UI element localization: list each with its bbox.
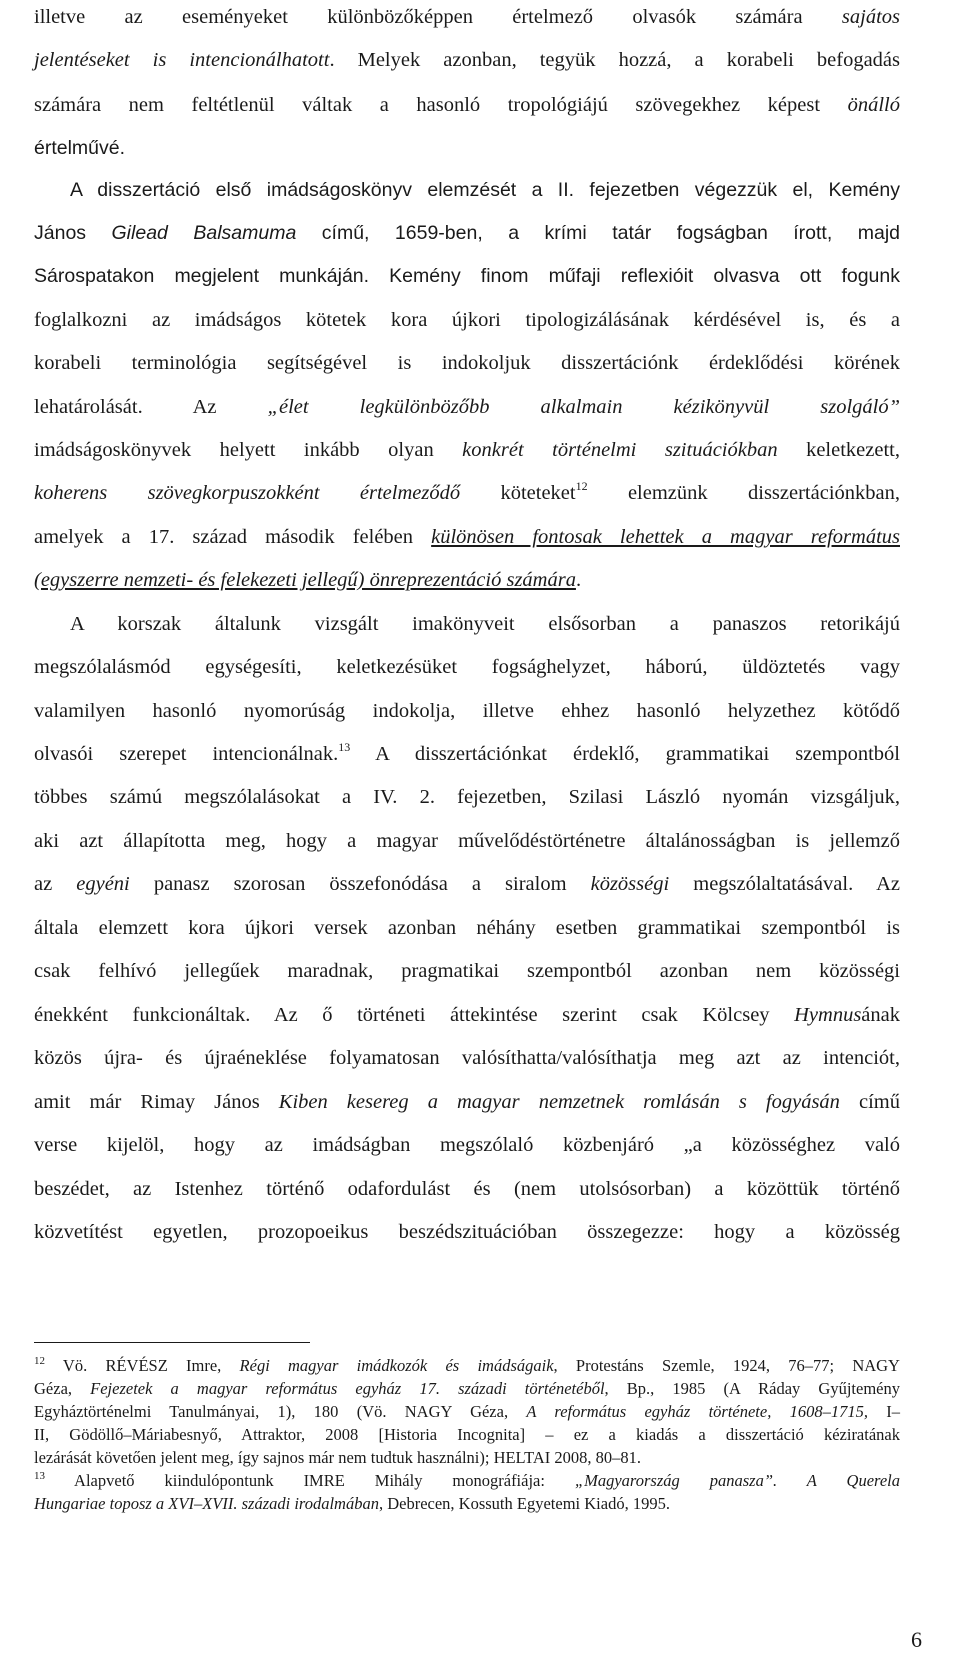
body-text-line: aki azt állapította meg, hogy a magyar művelődéstörténetre általánosságban is jellemző bbox=[34, 830, 900, 852]
body-text-line: foglalkozni az imádságos kötetek kora újkori tipologizálásának kérdésével is, és a bbox=[34, 309, 900, 331]
body-text-line: amelyek a 17. század második felében különösen fontosak lehettek a magyar református bbox=[34, 526, 900, 548]
footnote-line: $^{13}$ Alapvető kiindulópontunk IMRE Mihály monográfiája: „Magyarország panasza”. A Querela bbox=[34, 1470, 900, 1490]
body-text-line: Sárospatakon megjelent munkáján. Kemény finom műfaji reflexióit olvasva ott fogunk bbox=[34, 265, 900, 287]
body-text-line: számára nem feltétlenül váltak a hasonló tropológiájú szövegekhez képest önálló bbox=[34, 94, 900, 116]
body-text-line: olvasói szerepet intencionálnak.$^{13}$ A disszertációnkat érdeklő, grammatikai szempontból bbox=[34, 740, 900, 765]
body-text-line: imádságoskönyvek helyett inkább olyan konkrét történelmi szituációkban keletkezett, bbox=[34, 439, 900, 461]
footnote-separator bbox=[34, 1342, 310, 1343]
body-text-line: általa elemzett kora újkori versek azonban néhány esetben grammatikai szempontból is bbox=[34, 917, 900, 939]
body-text-line: verse kijelöl, hogy az imádságban megszólaló közbenjáró „a közösséghez való bbox=[34, 1134, 900, 1156]
body-text-line: A korszak általunk vizsgált imakönyveit elsősorban a panaszos retorikájú bbox=[70, 613, 900, 635]
body-text-line: értelművé. bbox=[34, 137, 126, 159]
body-text-line: korabeli terminológia segítségével is indokoljuk disszertációnk érdeklődési körének bbox=[34, 352, 900, 374]
footnote-line: Géza, Fejezetek a magyar református egyház 17. századi történetéből, Bp., 1985 (A Ráday Gyűjtemény bbox=[34, 1379, 900, 1398]
body-text-line: közös újra- és újraéneklése folyamatosan valósíthatta/valósíthatja meg azt az intenciót, bbox=[34, 1047, 900, 1069]
footnote-line: II, Gödöllő–Máriabesnyő, Attraktor, 2008 [Historia Incognita] – ez a kiadás a disszertáció kéziratának bbox=[34, 1425, 900, 1444]
footnote-line: Egyháztörténelmi Tanulmányai, 1), 180 (Vö. NAGY Géza, A református egyház története, 1608–1715, I– bbox=[34, 1402, 900, 1421]
body-text-line: illetve az eseményeket különbözőképpen értelmező olvasók számára sajátos bbox=[34, 6, 900, 28]
body-text-line: megszólalásmód egységesíti, keletkezésüket fogsághelyzet, háború, üldöztetés vagy bbox=[34, 656, 900, 678]
page-number: 6 bbox=[911, 1627, 922, 1652]
body-text-line: beszédet, az Istenhez történő odafordulást és (nem utolsósorban) a közöttük történő bbox=[34, 1178, 900, 1200]
body-text-line: jelentéseket is intencionálhatott. Melyek azonban, tegyük hozzá, a korabeli befogadás bbox=[34, 49, 901, 71]
body-text-line: az egyéni panasz szorosan összefonódása a siralom közösségi megszólaltatásával. Az bbox=[34, 873, 901, 895]
body-text-line: János Gilead Balsamuma című, 1659-ben, a krími tatár fogságban írott, majd bbox=[34, 222, 901, 244]
footnote-line: lezárását követően jelent meg, így sajnos már nem tudtuk használni); HELTAI 2008, 80–81. bbox=[34, 1448, 642, 1467]
body-text-line: énekként funkcionáltak. Az ő történeti áttekintése szerint csak Kölcsey Hymnusának bbox=[34, 1004, 900, 1026]
body-text-line: A disszertáció első imádságoskönyv elemzését a II. fejezetben végezzük el, Kemény bbox=[70, 179, 900, 201]
body-text-line: közvetítést egyetlen, prozopoeikus beszédszituációban összegezze: hogy a közösség bbox=[34, 1221, 900, 1243]
body-text-line: többes számú megszólalásokat a IV. 2. fejezetben, Szilasi László nyomán vizsgáljuk, bbox=[34, 786, 900, 808]
footnote-line: Hungariae toposz a XVI–XVII. századi irodalmában, Debrecen, Kossuth Egyetemi Kiadó, 1995. bbox=[34, 1494, 670, 1513]
body-text-line: valamilyen hasonló nyomorúság indokolja, illetve ehhez hasonló helyzethez kötődő bbox=[34, 700, 900, 722]
body-text-line: lehatárolását. Az „élet legkülönbözőbb alkalmain kézikönyvül szolgáló” bbox=[34, 396, 900, 418]
body-text-line: koherens szövegkorpuszokként értelmeződő köteteket$^{12}$ elemzünk disszertációnkban, bbox=[34, 479, 900, 504]
body-text-line: csak felhívó jellegűek maradnak, pragmatikai szempontból azonban nem közösségi bbox=[34, 960, 900, 982]
footnote-line: $^{12}$ Vö. RÉVÉSZ Imre, Régi magyar imádkozók és imádságaik, Protestáns Szemle, 1924, 76–77; NAGY bbox=[34, 1355, 900, 1375]
body-text-line: (egyszerre nemzeti- és felekezeti jellegű) önreprezentáció számára. bbox=[34, 569, 582, 591]
body-text-line: amit már Rimay János Kiben kesereg a magyar nemzetnek romlásán s fogyásán című bbox=[34, 1091, 900, 1113]
